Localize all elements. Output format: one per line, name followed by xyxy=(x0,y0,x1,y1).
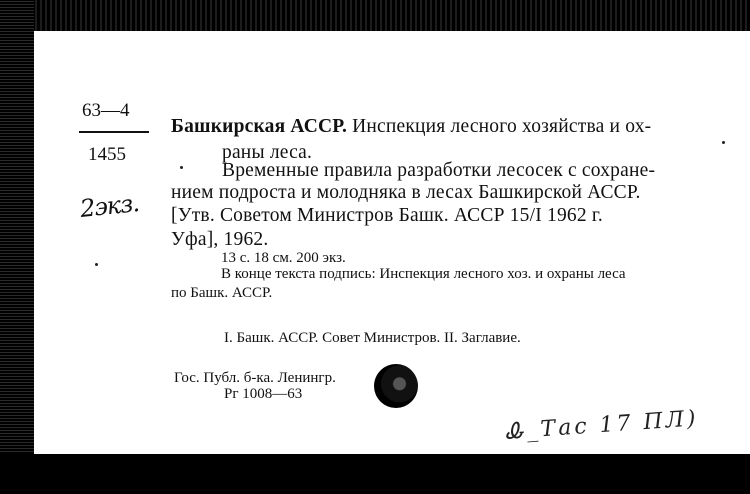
imprint-line: Уфа], 1962. xyxy=(171,229,269,250)
author-subheading-cont: раны леса. xyxy=(222,142,313,163)
index-divider xyxy=(79,131,149,133)
library-stamp xyxy=(374,364,418,408)
physical-description: 13 с. 18 см. 200 экз. xyxy=(221,250,346,266)
scan-border-left xyxy=(0,0,34,494)
bottom-handwritten-scribble: Ꮂ_Тас 17 ПЛ) xyxy=(504,406,700,445)
scan-border-bottom xyxy=(0,454,750,494)
title-line-3: [Утв. Советом Министров Башк. АССР 15/I 1962 г. xyxy=(171,205,603,226)
speck xyxy=(180,166,183,169)
author-heading: Башкирская АССР. xyxy=(171,116,348,137)
tracings: I. Башк. АССР. Совет Министров. II. Заглавие. xyxy=(224,330,521,346)
handwritten-copies-note: 2экз. xyxy=(78,189,141,223)
note-line-2: по Башк. АССР. xyxy=(171,285,273,301)
speck xyxy=(95,263,98,266)
speck xyxy=(722,141,725,144)
note-line-1: В конце текста подпись: Инспекция лесного хоз. и охраны леса xyxy=(221,266,626,282)
title-line-1: Временные правила разработки лесосек с сохране- xyxy=(222,160,656,181)
heading-line xyxy=(171,116,651,138)
index-number-bottom: 1455 xyxy=(88,144,126,165)
scan-border-top xyxy=(0,0,750,34)
author-subheading: Инспекция лесного хозяйства и ох- xyxy=(352,116,652,137)
title-line-2: нием подроста и молодняка в лесах Башкирской АССР. xyxy=(171,182,641,203)
library-line-1: Гос. Публ. б-ка. Ленингр. xyxy=(174,370,336,386)
index-number-top: 63—4 xyxy=(82,100,130,121)
library-line-2: Рг 1008—63 xyxy=(224,386,303,402)
